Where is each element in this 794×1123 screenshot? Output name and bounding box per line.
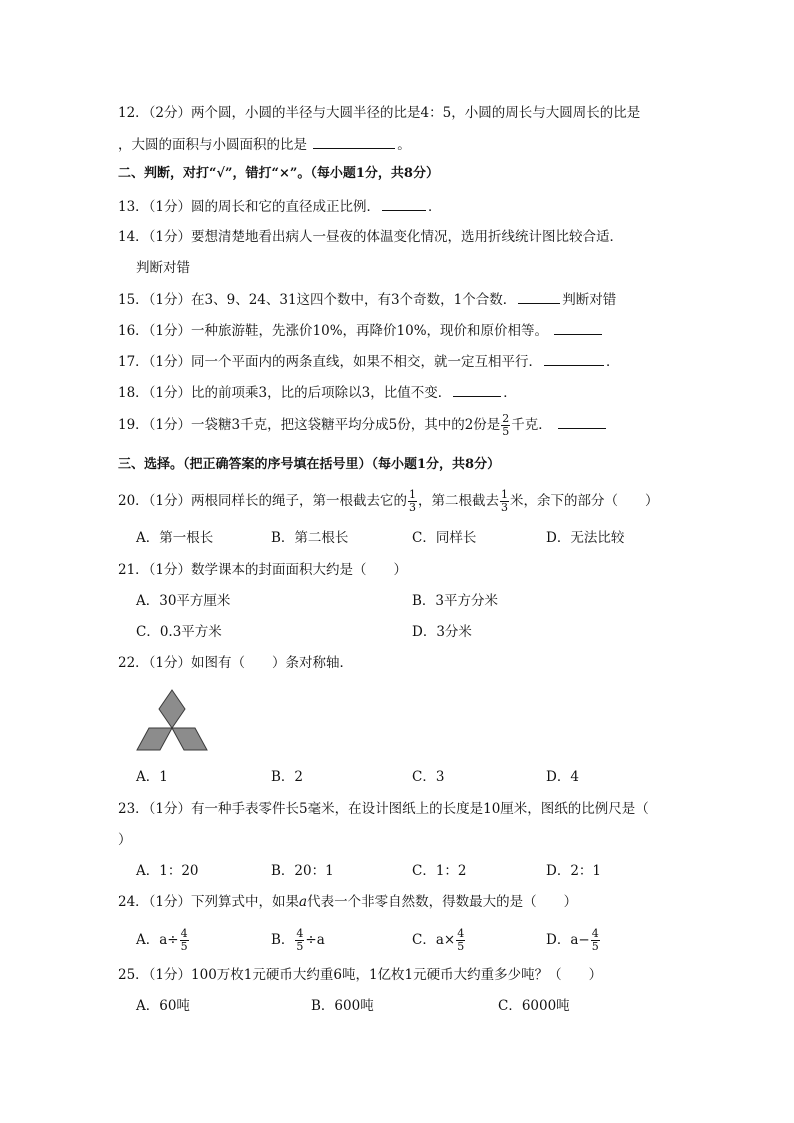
- three-diamond-figure: [136, 688, 208, 752]
- option-b[interactable]: B．3平方分米: [412, 593, 499, 609]
- option-b[interactable]: B． $\frac{4}{5}$ ÷a: [271, 927, 325, 953]
- option-c[interactable]: C．1：2: [412, 863, 467, 879]
- question-15: 15．（1分）在3、9、24、31这四个数中，有3个奇数，1个合数． 判断对错: [118, 289, 616, 310]
- option-c[interactable]: C．a× $\frac{4}{5}$: [412, 927, 465, 953]
- question-17: 17．（1分）同一个平面内的两条直线，如果不相交，就一定互相平行． ．: [118, 351, 620, 372]
- question-23-line1: 23．（1分）有一种手表零件长5毫米，在设计图纸上的长度是10厘米，图纸的比例尺是（: [118, 801, 649, 817]
- question-22: 22．（1分）如图有（ ）条对称轴．: [118, 655, 354, 671]
- fraction: $\frac{1}{3}$: [409, 488, 417, 514]
- question-18: 18．（1分）比的前项乘3，比的后项除以3，比值不变． ．: [118, 382, 517, 403]
- option-b[interactable]: B．第二根长: [271, 530, 349, 546]
- answer-blank[interactable]: [313, 134, 395, 149]
- option-a[interactable]: A．1: [136, 769, 168, 785]
- question-12-line1: 12．（2分）两个圆，小圆的半径与大圆半径的比是4：5，小圆的周长与大圆周长的比是: [118, 105, 641, 121]
- answer-blank[interactable]: [558, 414, 606, 429]
- option-d[interactable]: D．无法比较: [546, 530, 625, 546]
- question-16: 16．（1分）一种旅游鞋，先涨价10%，再降价10%，现价和原价相等。: [118, 320, 604, 341]
- option-d[interactable]: D．a− $\frac{4}{5}$: [546, 927, 599, 953]
- question-14-line1: 14．（1分）要想清楚地看出病人一昼夜的体温变化情况，选用折线统计图比较合适．: [118, 229, 624, 245]
- option-a[interactable]: A．a÷ $\frac{4}{5}$: [136, 927, 188, 953]
- question-24: 24．（1分）下列算式中，如果a代表一个非零自然数，得数最大的是（ ）: [118, 894, 578, 910]
- question-14-line2: 判断对错: [136, 260, 190, 276]
- option-a[interactable]: A．1：20: [136, 863, 199, 879]
- fraction: $\frac{2}{5}$: [502, 412, 510, 438]
- option-c[interactable]: C．6000吨: [498, 998, 570, 1014]
- option-a[interactable]: A．30平方厘米: [136, 593, 231, 609]
- option-c[interactable]: C．3: [412, 769, 445, 785]
- question-19: 19．（1分）一袋糖3千克，把这袋糖平均分成5份，其中的2份是 $\frac{2}{5}$ 千克．: [118, 413, 608, 438]
- diamond-top: [159, 690, 185, 728]
- answer-blank[interactable]: [544, 351, 604, 366]
- option-b[interactable]: B．20：1: [271, 863, 334, 879]
- answer-blank[interactable]: [453, 382, 501, 397]
- option-a[interactable]: A．60吨: [136, 998, 190, 1014]
- answer-blank[interactable]: [554, 320, 602, 335]
- question-21: 21．（1分）数学课本的封面面积大约是（ ）: [118, 562, 408, 578]
- option-b[interactable]: B．2: [271, 769, 304, 785]
- diamond-right: [172, 728, 207, 750]
- answer-blank[interactable]: [382, 196, 426, 211]
- option-d[interactable]: D．2：1: [546, 863, 602, 879]
- option-d[interactable]: D．4: [546, 769, 579, 785]
- option-a[interactable]: A．第一根长: [136, 530, 214, 546]
- fraction: $\frac{1}{3}$: [501, 488, 509, 514]
- option-c[interactable]: C．0.3平方米: [136, 624, 222, 640]
- fraction: $\frac{4}{5}$: [296, 927, 304, 953]
- section-heading-judgement: 二、判断，对打“√”，错打“×”。（每小题1分，共8分）: [118, 166, 439, 181]
- section-heading-choice: 三、选择。（把正确答案的序号填在括号里）（每小题1分，共8分）: [118, 457, 501, 472]
- diamond-left: [137, 728, 172, 750]
- question-12-line2: ，大圆的面积与小圆面积的比是 。: [118, 134, 411, 155]
- fraction: $\frac{4}{5}$: [180, 927, 188, 953]
- answer-blank[interactable]: [518, 289, 560, 304]
- question-20: 20．（1分）两根同样长的绳子，第一根截去它的 $\frac{1}{3}$ ，第二根截去 $\frac{1}{3}$ 米，余下的部分（ ）: [118, 488, 659, 514]
- question-25: 25．（1分）100万枚1元硬币大约重6吨，1亿枚1元硬币大约重多少吨？（ ）: [118, 967, 603, 983]
- option-b[interactable]: B．600吨: [311, 998, 374, 1014]
- question-13: 13．（1分）圆的周长和它的直径成正比例． ．: [118, 196, 442, 217]
- option-d[interactable]: D．3分米: [412, 624, 472, 640]
- fraction: $\frac{4}{5}$: [591, 927, 599, 953]
- fraction: $\frac{4}{5}$: [457, 927, 465, 953]
- option-c[interactable]: C．同样长: [412, 530, 477, 546]
- question-23-line2: ）: [118, 832, 132, 848]
